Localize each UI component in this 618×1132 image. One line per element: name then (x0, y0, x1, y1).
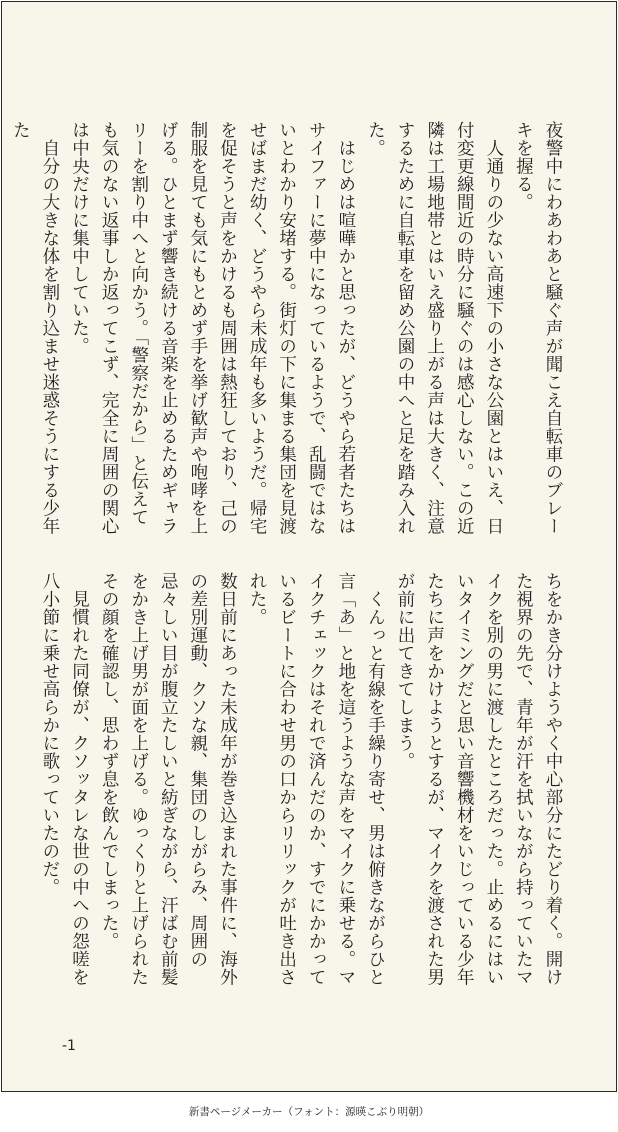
paragraph: 自分の大きな体を割り込ませ迷惑そうにする少年た (10, 121, 60, 535)
paragraph: 人通りの少ない高速下の小さな公園とはいえ、日付変更線間近の時分に騒ぐのは感心しない。この近隣は工場地帯とはいえ盛り上がる声は大きく、注意するために自転車を留め公園の中へと足を踏み入れた。 (365, 121, 504, 535)
paragraph: 見慣れた同僚が、クソッタレな世の中への怨嗟を八小節に乗せ高らかに歌っていたのだ。 (39, 572, 90, 986)
paragraph: くんっと有線を手繰り寄せ、男は俯きながらひと言「あ」と地を這うような声をマイクに乗せる。マイクチェックはそれで済んだのか、すでにかかっているビートに合わせ男の口からリリックが吐き出された。 (247, 572, 386, 986)
book-page (1, 1, 617, 1092)
paragraph: ちをかき分けようやく中心部分にたどり着く。開けた視界の先で、青年が汗を拭いながら持っていたマイクを別の男に渡したところだった。止めるにはいいタイミングだと思い音響機材をいじっている少年たちに声をかけようとするが、マイクを渡された男が前に出てきてしまう。 (395, 572, 563, 986)
paragraph: 夜警中にわあわあと騒ぐ声が聞こえ自転車のブレーキを握る。 (513, 121, 563, 535)
page-number: -1 (62, 1038, 76, 1054)
text-block-upper (10, 121, 567, 535)
footer-caption: 新書ページメーカー（フォント：源暎こぶり明朝） (188, 1106, 430, 1118)
text-block-lower (39, 572, 567, 986)
paragraph: はじめは喧嘩かと思ったが、どうやら若者たちはサイファーに夢中になっているようで、乱闘ではないとわかり安堵する。街灯の下に集まる集団を見渡せばまだ幼く、どうやら未成年も多いようだ。帰宅を促そうと声をかけるも周囲は熱狂しており、己の制服を見ても気にもとめず手を挙げ歓声や咆哮を上げる。ひとまず響き続ける音楽を止めるためギャラリーを割り中へと向かう。「警察だから」と伝えても気のない返事しか返ってこず、完全に周囲の関心は中央だけに集中していた。 (69, 121, 356, 535)
paragraph: 数日前にあった未成年が巻き込まれた事件に、海外の差別運動、クソな親、集団のしがらみ、周囲の忌々しい目が腹立たしいと紡ぎながら、汗ばむ前髪をかき上げ男が面を上げる。ゆっくりと上げられたその顔を確認し、思わず息を飲んでしまった。 (99, 572, 238, 986)
